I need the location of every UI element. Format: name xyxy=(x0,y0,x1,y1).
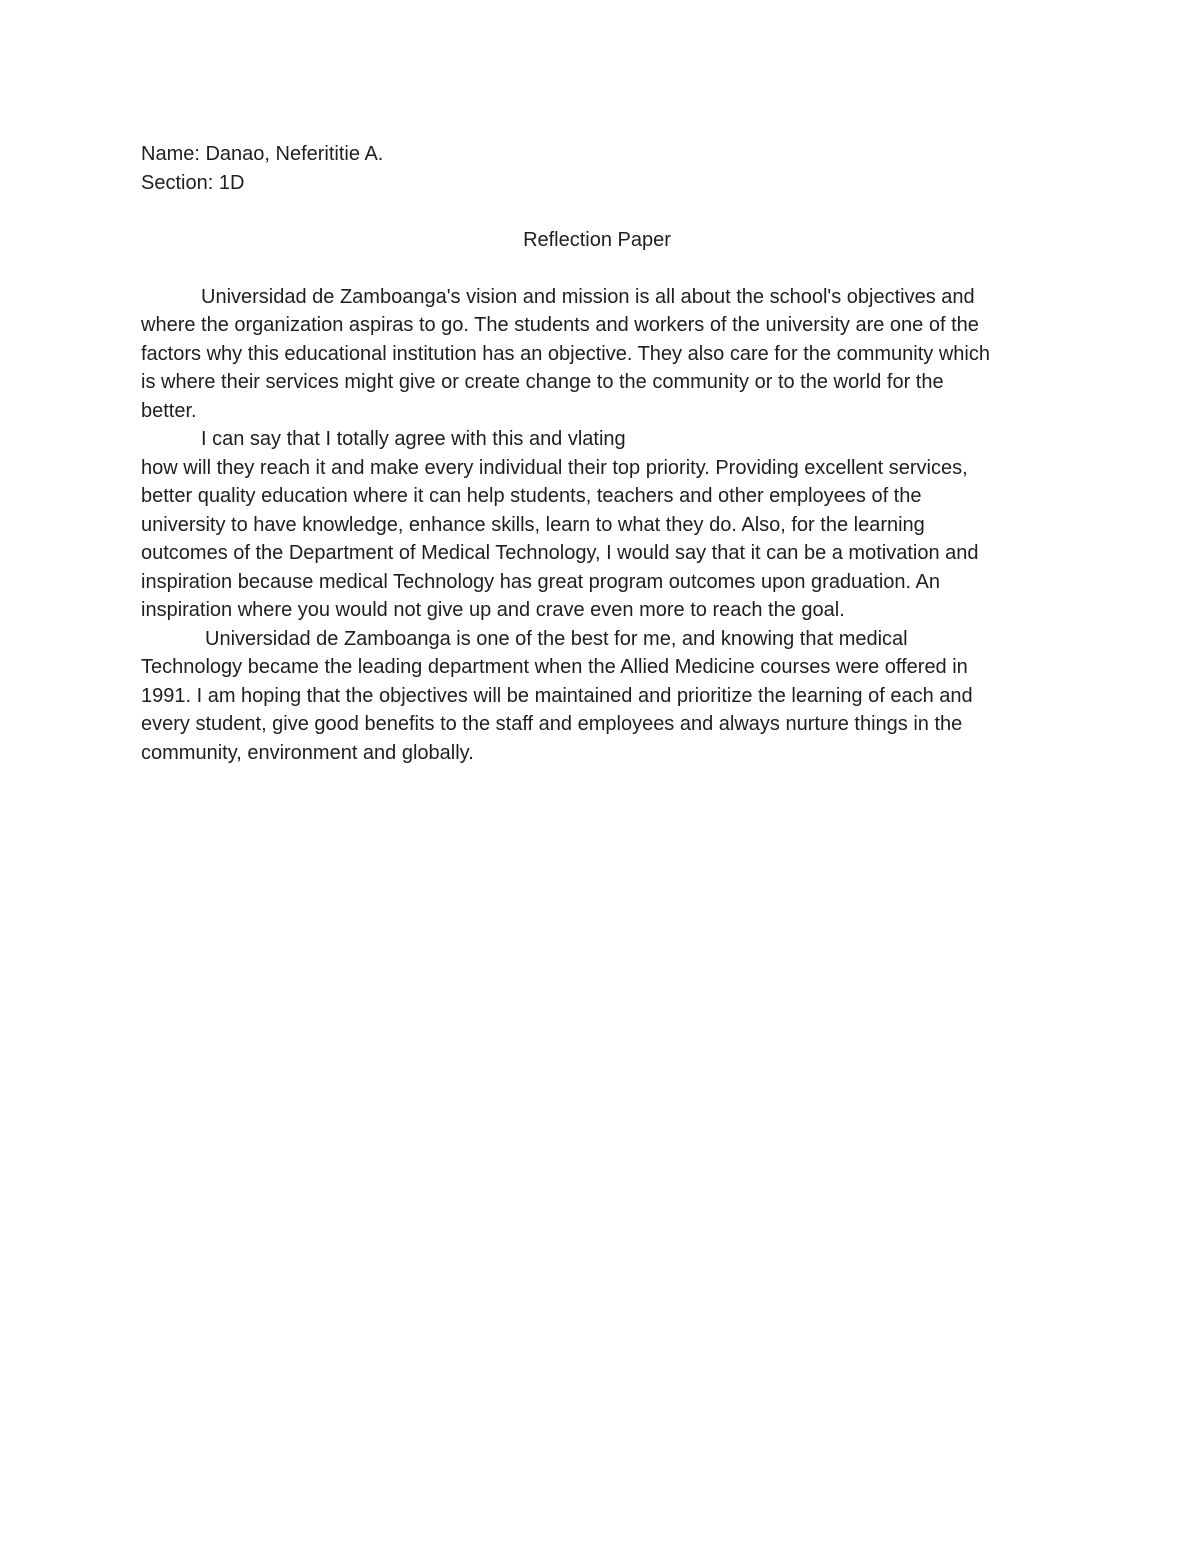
paragraph-line: inspiration where you would not give up and crave even more to reach the goal. xyxy=(141,599,845,621)
student-name: Name: Danao, Neferititie A. xyxy=(141,143,384,165)
paragraph-line: outcomes of the Department of Medical Technology, I would say that it can be a motivation and xyxy=(141,542,979,564)
paragraph-line: community, environment and globally. xyxy=(141,741,474,764)
paragraph-line: inspiration because medical Technology has great program outcomes upon graduation. An xyxy=(141,570,941,593)
paragraph-line: I can say that I totally agree with this and vlating xyxy=(201,428,626,450)
paragraph-line: is where their services might give or create change to the community or to the world for the xyxy=(141,371,944,393)
page-title: Reflection Paper xyxy=(523,228,671,251)
paragraph-line: where the organization aspiras to go. The students and workers of the university are one of the xyxy=(141,314,979,336)
paragraph-line: 1991. I am hoping that the objectives will be maintained and prioritize the learning of each and xyxy=(141,684,973,707)
paragraph-line: how will they reach it and make every individual their top priority. Providing excellent services, xyxy=(141,456,968,479)
paragraph-line: better quality education where it can help students, teachers and other employees of the xyxy=(141,485,922,507)
student-section: Section: 1D xyxy=(141,171,245,194)
paragraph-3 xyxy=(141,625,1081,768)
paragraph-line: better. xyxy=(141,399,197,422)
paragraph-1 xyxy=(141,283,1081,426)
paragraph-line: Technology became the leading department when the Allied Medicine courses were offered in xyxy=(141,656,968,678)
paragraph-line: Universidad de Zamboanga's vision and mission is all about the school's objectives and xyxy=(201,285,975,308)
paragraph-line: Universidad de Zamboanga is one of the best for me, and knowing that medical xyxy=(205,627,908,650)
paragraph-line: every student, give good benefits to the staff and employees and always nurture things in the xyxy=(141,713,963,735)
paragraph-line: factors why this educational institution has an objective. They also care for the community which xyxy=(141,342,990,365)
paragraph-line: university to have knowledge, enhance skills, learn to what they do. Also, for the learning xyxy=(141,513,925,536)
document-body xyxy=(141,140,1081,767)
paragraph-2 xyxy=(141,425,1081,625)
